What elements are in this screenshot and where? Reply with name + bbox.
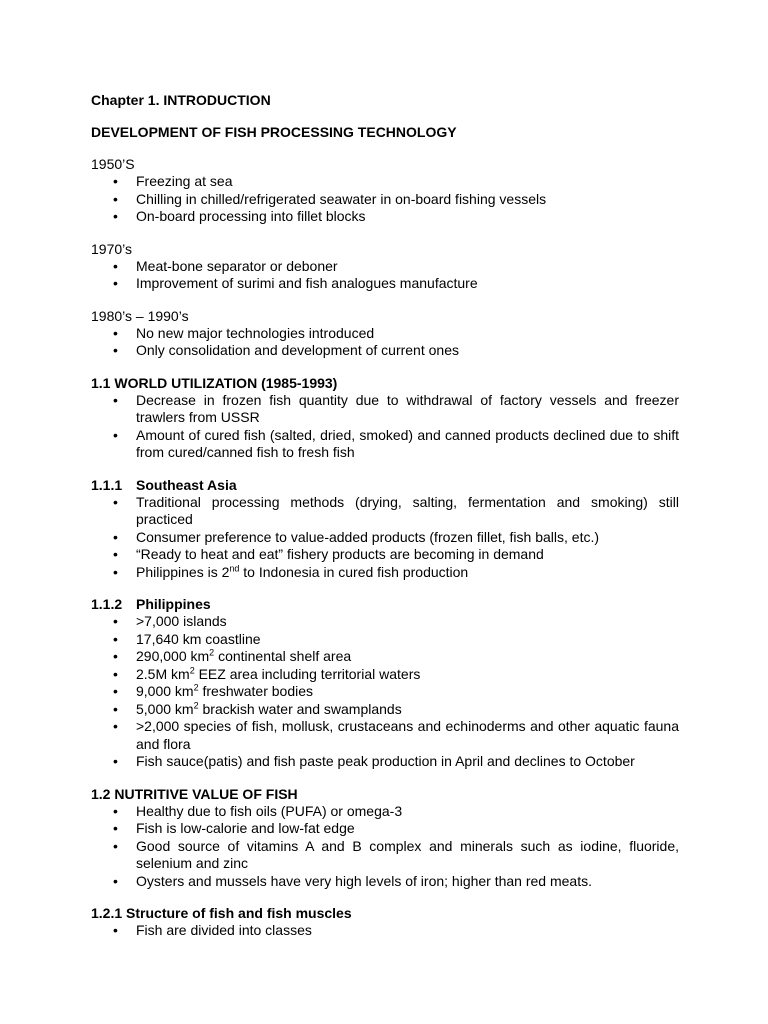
item-text: >7,000 islands [136,613,227,629]
list-item [91,631,679,649]
list-item: • Traditional processing methods (drying, salting, fermentation and smoking) still practiced [91,494,679,529]
list-item [91,666,679,684]
list-item: • On-board processing into fillet blocks [91,208,679,226]
item-text: freshwater bodies [198,683,314,699]
list-southeast-asia [91,494,679,582]
item-text: 5,000 km [136,700,194,717]
section-heading-text: Southeast Asia [136,476,237,493]
list-item: • Fish is low-calorie and low-fat edge [91,820,679,838]
superscript: 2 [193,699,199,710]
list-item [91,753,679,771]
section-title-development: DEVELOPMENT OF FISH PROCESSING TECHNOLOGY [91,124,457,140]
list-item: • Healthy due to fish oils (PUFA) or omega-3 [91,803,679,821]
list-item: • “Ready to heat and eat” fishery products are becoming in demand [91,546,679,564]
item-text: 290,000 km [136,648,210,664]
document-page [91,92,679,940]
superscript: 2 [189,664,195,675]
item-text: 17,640 km coastline [136,630,261,647]
list-structure [91,922,679,940]
item-text: Philippines is 2 [136,563,230,580]
list-item: • Consumer preference to value-added products (frozen fillet, fish balls, etc.) [91,529,679,547]
list-nutritive-value [91,803,679,891]
list-item [91,613,679,631]
list-1980s [91,325,679,360]
list-item [91,683,679,701]
list-item [91,701,679,719]
list-item: • Freezing at sea [91,173,679,191]
list-item: • Good source of vitamins A and B complex and minerals such as iodine, fluoride, selenium and zinc [91,838,679,873]
item-text: 9,000 km [136,683,194,699]
item-text: EEZ area including territorial waters [194,665,421,682]
list-item: • Improvement of surimi and fish analogues manufacture [91,275,679,293]
chapter-title: Chapter 1. INTRODUCTION [91,92,271,108]
list-philippines [91,613,679,771]
list-item: • Decrease in frozen fish quantity due to withdrawal of factory vessels and freezer trawlers from USSR [91,392,679,427]
superscript: 2 [193,682,199,693]
list-item [91,648,679,666]
list-item [91,564,679,582]
section-number: 1.1.2 [91,596,123,612]
list-item: • Oysters and mussels have very high levels of iron; higher than red meats. [91,873,679,891]
list-item: • Chilling in chilled/refrigerated seawater in on-board fishing vessels [91,191,679,209]
section-title-structure: 1.2.1 Structure of fish and fish muscles [91,905,352,921]
item-text: to Indonesia in cured fish production [239,563,469,580]
list-1950s [91,173,679,226]
era-label-1950s: 1950’S [91,156,135,172]
item-text: Fish sauce(patis) and fish paste peak production in April and declines to October [136,753,635,769]
list-item [91,718,679,753]
list-item: • Only consolidation and development of current ones [91,342,679,360]
list-1970s [91,258,679,293]
item-text: brackish water and swamplands [198,700,402,717]
superscript: 2 [209,647,215,658]
section-title-southeast-asia [91,477,679,494]
superscript: nd [229,562,240,573]
section-title-world-utilization: 1.1 WORLD UTILIZATION (1985-1993) [91,374,338,391]
item-text: >2,000 species of fish, mollusk, crustaceans and echinoderms and other aquatic fauna and flora [136,718,679,752]
list-world-utilization [91,392,679,462]
section-number: 1.1.1 [91,476,123,493]
section-title-nutritive-value: 1.2 NUTRITIVE VALUE OF FISH [91,785,298,802]
list-item: • Amount of cured fish (salted, dried, smoked) and canned products declined due to shift from cured/canned fish to fresh fish [91,427,679,462]
section-title-philippines [91,596,679,613]
list-item: • Meat-bone separator or deboner [91,258,679,276]
era-label-1980s-1990s: 1980’s – 1990’s [91,307,189,324]
era-label-1970s: 1970’s [91,240,133,257]
item-text: continental shelf area [214,648,352,664]
list-item: • Fish are divided into classes [91,922,679,940]
list-item: • No new major technologies introduced [91,325,679,343]
section-heading-text: Philippines [136,596,211,612]
item-text: 2.5M km [136,665,190,682]
